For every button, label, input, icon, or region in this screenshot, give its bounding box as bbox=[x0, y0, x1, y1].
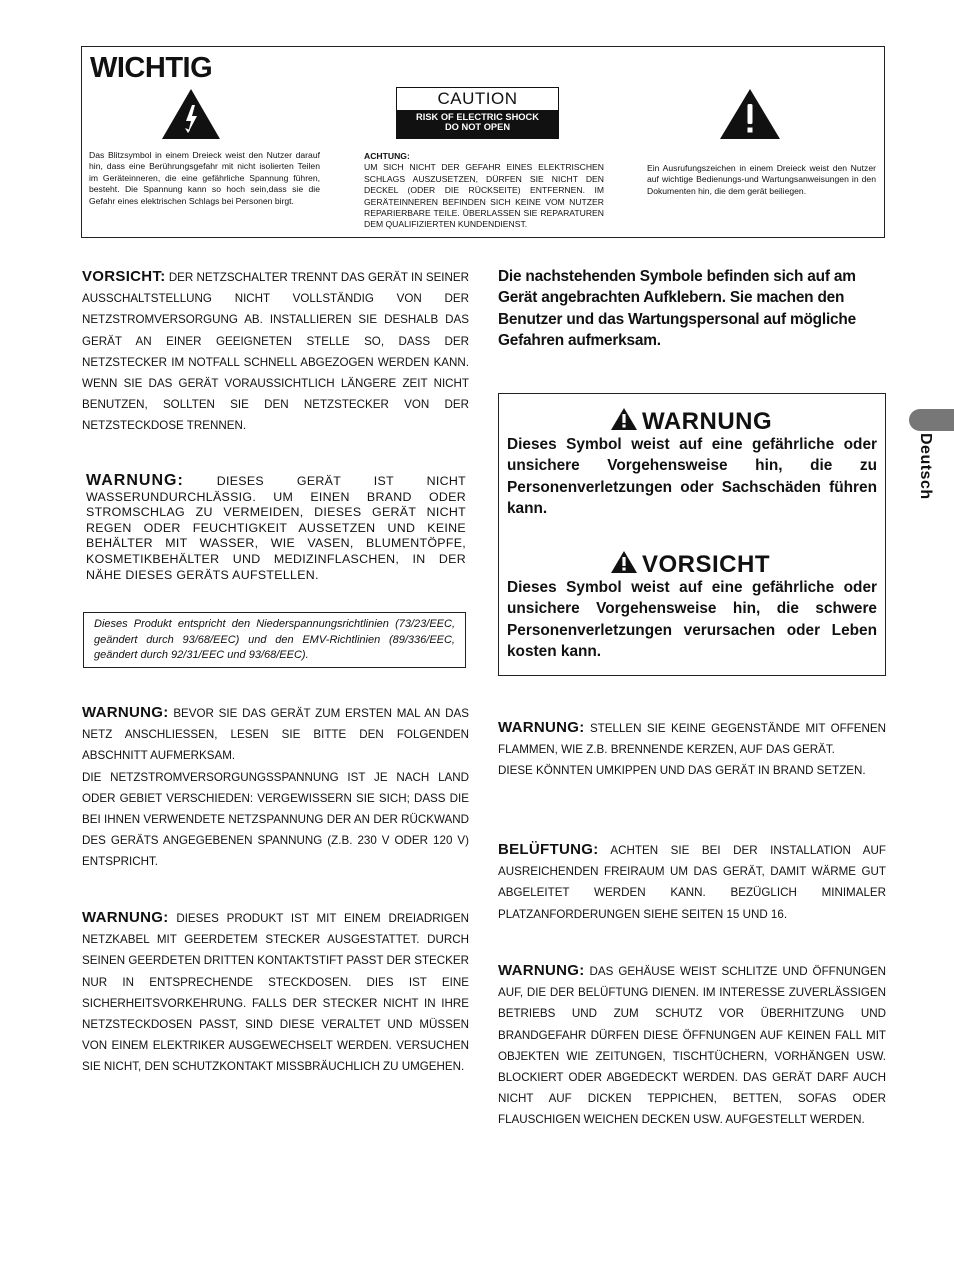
vorsicht-paragraph bbox=[82, 266, 469, 437]
lightning-triangle-icon bbox=[161, 88, 221, 140]
warnung-gehaeuse-label: WARNUNG: bbox=[498, 962, 585, 979]
warnung-wasser-label: WARNUNG: bbox=[86, 472, 184, 489]
achtung-text: UM SICH NICHT DER GEFAHR EINES ELEKTRISCHEN SCHLAGS AUSZUSETZEN, DÜRFEN SIE NICHT DEN DECKEL (ODER DIE RÜCKSEITE) ENTFERNEN. IM GERÄTEINNEREN BEFINDEN SICH KEINE VOM NUTZER REPARIERBARE TEILE. ÜBERLASSEN SIE REPARATUREN DEM QUALIFIZIERTEN KUNDENDIENST. bbox=[364, 162, 604, 230]
caution-line-1: RISK OF ELECTRIC SHOCK bbox=[416, 112, 539, 122]
warnung-stecker-text: DIESES PRODUKT IST MIT EINEM DREIADRIGEN NETZKABEL MIT GEERDETEM STECKER AUSGESTATTET. DURCH SEINEN GEERDETEN DRITTEN KONTAKTSTIFT PASST DER STECKER NUR IN ENTSPRECHENDE STECKDOSEN. DIES IST EINE SICHERHEITSVORKEHRUNG. FALLS DER STECKER NICHT IN IHRE NETZSTECKDOSEN PASST, SIND DIESE VERALTET UND MÜSSEN VON EINEM ELEKTRIKER AUSGEWECHSELT WERDEN. VERSUCHEN SIE NICHT, DEN SCHUTZKONTAKT MISSBRÄUCHLICH ZU UMGEHEN. bbox=[82, 912, 469, 1074]
language-tab bbox=[905, 433, 945, 513]
warnung-spannung-label: WARNUNG: bbox=[82, 704, 169, 721]
exclamation-symbol-description: Ein Ausrufungszeichen in einem Dreieck weist den Nutzer auf wichtige Bedienungs-und Wartungsanweisungen in den Dokumenten hin, die dem gerät beiliegen. bbox=[647, 163, 876, 196]
warnung-flammen-text-2: DIESE KÖNNTEN UMKIPPEN UND DAS GERÄT IN BRAND SETZEN. bbox=[498, 764, 866, 778]
warnung-symbol-text: Dieses Symbol weist auf eine gefährliche oder unsichere Vorgehensweise hin, die zu Personenverletzungen oder Sachschäden führen kann. bbox=[507, 436, 877, 518]
warnung-gehaeuse-text: DAS GEHÄUSE WEIST SCHLITZE UND ÖFFNUNGEN AUF, DIE DER BELÜFTUNG DIENEN. IM INTERESSE ZUVERLÄSSIGEN BETRIEBS UND ZUM SCHUTZ VOR ÜBERHITZUNG UND BRANDGEFAHR DÜRFEN DIESE ÖFFNUNGEN AUF KEINEN FALL MIT OBJEKTEN WIE ZEITUNGEN, TISCHTÜCHERN, VORHÄNGEN USW. BLOCKIERT ODER ABGEDECKT WERDEN. DAS GERÄT DARF AUCH NICHT AUF DICKEN TEPPICHEN, BETTEN, SOFAS ODER FLAUSCHIGEN WEICHEN DECKEN USW. AUFGESTELLT WERDEN. bbox=[498, 965, 886, 1127]
directive-notice: Dieses Produkt entspricht den Niederspannungsrichtlinien (73/23/EEC, geändert durch 93/68/EEC) und den EMV-Richtlinien (89/336/EEC, geändert durch 92/31/EEC und 93/68/EEC). bbox=[83, 612, 466, 668]
warnung-spannung-text-2: DIE NETZSTROMVERSORGUNGSSPANNUNG IST JE NACH LAND ODER GEBIET VERSCHIEDEN: VERGEWISSERN SIE SICH; DASS DIE BEI IHNEN VERWENDETE NETZSPANNUNG DER AN DER RÜCKWAND DES GERÄTS ANGEGEBENEN SPANNUNG (Z.B. 230 V ODER 120 V) ENTSPRICHT. bbox=[82, 770, 469, 869]
exclamation-triangle-icon bbox=[719, 88, 781, 140]
symbols-intro: Die nachstehenden Symbole befinden sich auf am Gerät angebrachten Aufklebern. Sie machen den Benutzer und das Wartungspersonal auf mögliche Gefahren aufmerksam. bbox=[498, 268, 856, 350]
belueftung-text: ACHTEN SIE BEI DER INSTALLATION AUF AUSREICHENDEN FREIRAUM UM DAS GERÄT, DAMIT WÄRME GUT ABGELEITET WERDEN KANN. BEZÜGLICH MINIMALER PLATZANFORDERUNGEN SIEHE SEITEN 15 UND 16. bbox=[498, 844, 886, 921]
achtung-block bbox=[364, 151, 604, 231]
page-title: WICHTIG bbox=[90, 52, 213, 84]
caution-label bbox=[396, 87, 559, 139]
vorsicht-symbol-text: Dieses Symbol weist auf eine gefährliche oder unsichere Vorgehensweise hin, die schwere Personenverletzungen verursachen oder Leben kosten kann. bbox=[507, 579, 877, 661]
warnung-flammen-label: WARNUNG: bbox=[498, 719, 585, 736]
caution-title: CAUTION bbox=[397, 88, 558, 110]
warnung-wasser-text: DIESES GERÄT IST NICHT WASSERUNDURCHLÄSSIG. UM EINEN BRAND ODER STROMSCHLAG ZU VERMEIDEN, DIESES GERÄT NICHT REGEN ODER FEUCHTIGKEIT AUSSETZEN UND KEINE BEHÄLTER MIT WASSER, WIE VASEN, BLUMENTÖPFE, KOSMETIKBEHÄLTER UND MEDIZINFLASCHEN, IN DER NÄHE DIESES GERÄTS AUFSTELLEN. bbox=[86, 474, 466, 582]
language-tab-marker bbox=[909, 409, 954, 431]
warnung-stecker-label: WARNUNG: bbox=[82, 909, 169, 926]
achtung-label: ACHTUNG: bbox=[364, 151, 410, 161]
warnung-spannung-paragraph bbox=[82, 702, 469, 873]
vorsicht-label: VORSICHT: bbox=[82, 268, 166, 285]
language-tab-label: Deutsch bbox=[917, 433, 934, 500]
caution-body bbox=[397, 110, 558, 138]
warnung-gehaeuse-paragraph bbox=[498, 960, 886, 1131]
vorsicht-symbol-heading: VORSICHT bbox=[642, 551, 771, 578]
warnung-symbol-heading: WARNUNG bbox=[642, 408, 773, 435]
belueftung-label: BELÜFTUNG: bbox=[498, 841, 599, 858]
warnung-flammen-text-1: STELLEN SIE KEINE GEGENSTÄNDE MIT OFFENEN FLAMMEN, WIE Z.B. BRENNENDE KERZEN, AUF DAS GERÄT. bbox=[498, 722, 886, 757]
warnung-wasser-paragraph bbox=[86, 473, 466, 583]
warnung-flammen-paragraph bbox=[498, 717, 886, 782]
vorsicht-text: DER NETZSCHALTER TRENNT DAS GERÄT IN SEINER AUSSCHALTSTELLUNG NICHT VOLLSTÄNDIG VON DER NETZSTROMVERSORGUNG AB. INSTALLIEREN SIE DESHALB DAS GERÄT AN EINER GEEIGNETEN STELLE SO, DASS DER NETZSTECKER IM NOTFALL SCHNELL ABGEZOGEN WERDEN KANN. WENN SIE DAS GERÄT VORAUSSICHTLICH LÄNGERE ZEIT NICHT BENUTZEN, SOLLTEN SIE DEN NETZSTECKER VON DER NETZSTECKDOSE TRENNEN. bbox=[82, 271, 469, 433]
warning-triangle-icon bbox=[611, 551, 637, 573]
warning-triangle-icon bbox=[611, 408, 637, 430]
caution-line-2: DO NOT OPEN bbox=[444, 122, 511, 132]
warnung-stecker-paragraph bbox=[82, 907, 469, 1078]
warnung-spannung-text-1: BEVOR SIE DAS GERÄT ZUM ERSTEN MAL AN DAS NETZ ANSCHLIESSEN, LESEN SIE BITTE DEN FOLGENDEN ABSCHNITT AUFMERKSAM. bbox=[82, 707, 469, 763]
belueftung-paragraph bbox=[498, 839, 886, 925]
lightning-symbol-description: Das Blitzsymbol in einem Dreieck weist den Nutzer darauf hin, dass eine Berührungsgefahr mit nicht isolierten Teilen im Geräteinneren, die eine gefährliche Spannung führen, besteht. Die Spannung kann so hoch sein,dass sie die Gefahr eines elektrischen Schlags bei Personen birgt. bbox=[89, 150, 320, 206]
